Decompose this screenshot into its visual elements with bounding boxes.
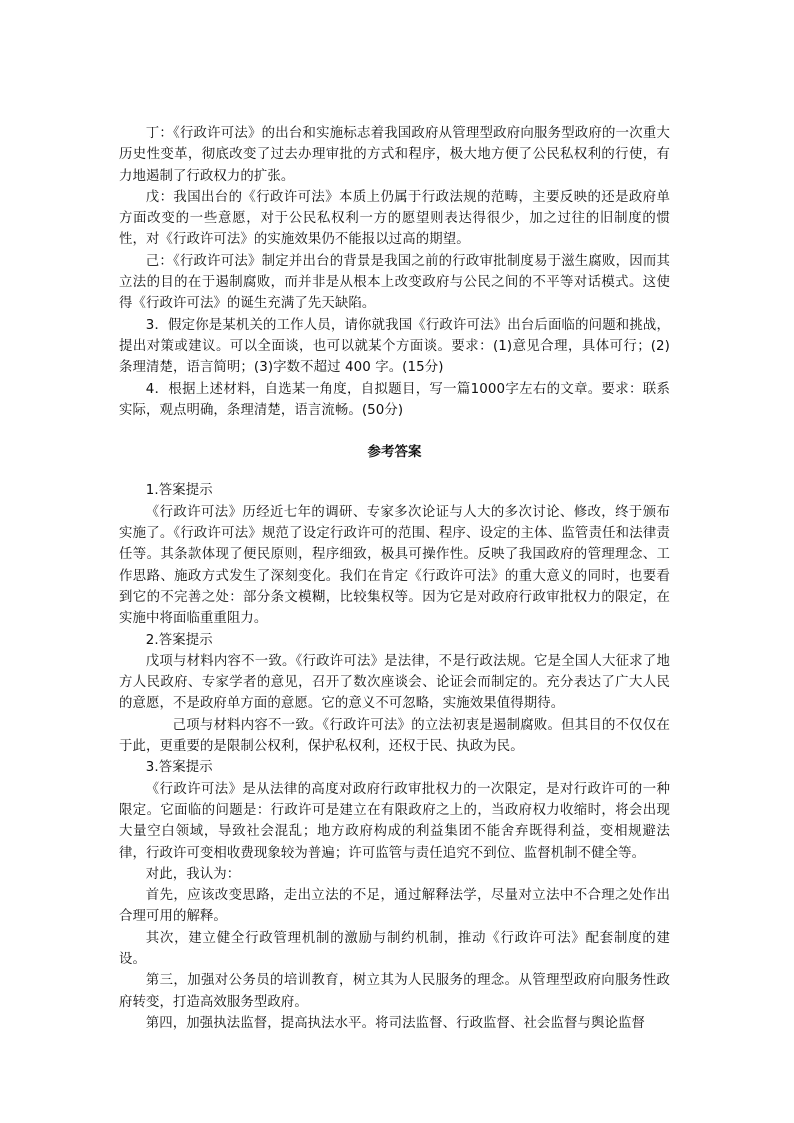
answer-1-label: 1.答案提示: [145, 483, 213, 499]
paragraph-ding: 丁：《行政许可法》的出台和实施标志着我国政府从管理型政府向服务型政府的一次重大历史性变革，彻底改变了过去办理审批的方式和程序，极大地方便了公民私权利的行使，有力地遏制了行政权力的扩张。: [119, 126, 670, 184]
answer-2-text-wu: 戊项与材料内容不一致。《行政许可法》是法律，不是行政法规。它是全国人大征求了地方人民政府、专家学者的意见，召开了数次座谈会、论证会而制定的。充分表达了广大人民的意愿，不是政府单方面的意愿。它的意义不可忽略，实施效果值得期待。: [119, 653, 670, 712]
answer-heading: 参考答案: [367, 445, 422, 461]
answer-3-point-2: 其次，建立健全行政管理机制的激励与制约机制，推动《行政许可法》配套制度的建设。: [119, 930, 670, 967]
question-4: 4．根据上述材料，自选某一角度，自拟题目，写一篇1000字左右的文章。要求：联系实际，观点明确，条理清楚，语言流畅。(50分): [119, 381, 670, 418]
answer-3-intro: 对此，我认为：: [145, 866, 241, 882]
question-3: 3．假定你是某机关的工作人员，请你就我国《行政许可法》出台后面临的问题和挑战，提出对策或建议。可以全面谈，也可以就某个方面谈。要求：(1)意见合理，具体可行；(2)条理清楚，语言简明；(3)字数不超过 400 字。(15分): [119, 317, 670, 376]
document-body: [119, 123, 670, 1034]
answer-3-point-3: 第三，加强对公务员的培训教育，树立其为人民服务的理念。从管理型政府向服务性政府转变，打造高效服务型政府。: [119, 973, 670, 1010]
answer-3-point-4: 第四，加强执法监督，提高执法水平。将司法监督、行政监督、社会监督与舆论监督: [145, 1015, 645, 1031]
paragraph-wu: 戊：我国出台的《行政许可法》本质上仍属于行政法规的范畴，主要反映的还是政府单方面改变的一些意愿，对于公民私权利一方的愿望则表达得很少，加之过往的旧制度的惯性，对《行政许可法》的实施效果仍不能报以过高的期望。: [119, 189, 670, 248]
paragraph-ji: 己：《行政许可法》制定并出台的背景是我国之前的行政审批制度易于滋生腐败，因而其立法的目的在于遏制腐败，而并非是从根本上改变政府与公民之间的不平等对话模式。这使得《行政许可法》的诞生充满了先天缺陷。: [119, 253, 670, 312]
answer-1-text: 《行政许可法》历经近七年的调研、专家多次论证与人大的多次讨论、修改，终于颁布实施了。《行政许可法》规范了设定行政许可的范围、程序、设定的主体、监管责任和法律责任等。其条款体现了便民原则，程序细致，极具可操作性。反映了我国政府的管理理念、工作思路、施政方式发生了深刻变化。我们在肯定《行政许可法》的重大意义的同时，也要看到它的不完善之处：部分条文模糊，比较集权等。因为它是对政府行政审批权力的限定，在实施中将面临重重阻力。: [119, 504, 670, 627]
answer-2-label: 2.答案提示: [145, 632, 213, 648]
answer-3-point-1: 首先，应该改变思路，走出立法的不足，通过解释法学，尽量对立法中不合理之处作出合理可用的解释。: [119, 888, 670, 925]
answer-3-text: 《行政许可法》是从法律的高度对政府行政审批权力的一次限定，是对行政许可的一种限定。它面临的问题是：行政许可是建立在有限政府之上的，当政府权力收缩时，将会出现大量空白领域，导致社会混乱；地方政府构成的利益集团不能舍弃既得利益，变相规避法律，行政许可变相收费现象较为普遍；许可监管与责任追究不到位、监督机制不健全等。: [119, 781, 670, 861]
answer-3-label: 3.答案提示: [145, 760, 213, 776]
answer-2-text-ji: 己项与材料内容不一致。《行政许可法》的立法初衷是遏制腐败。但其目的不仅仅在于此，更重要的是限制公权利，保护私权利，还权于民、执政为民。: [119, 717, 670, 755]
